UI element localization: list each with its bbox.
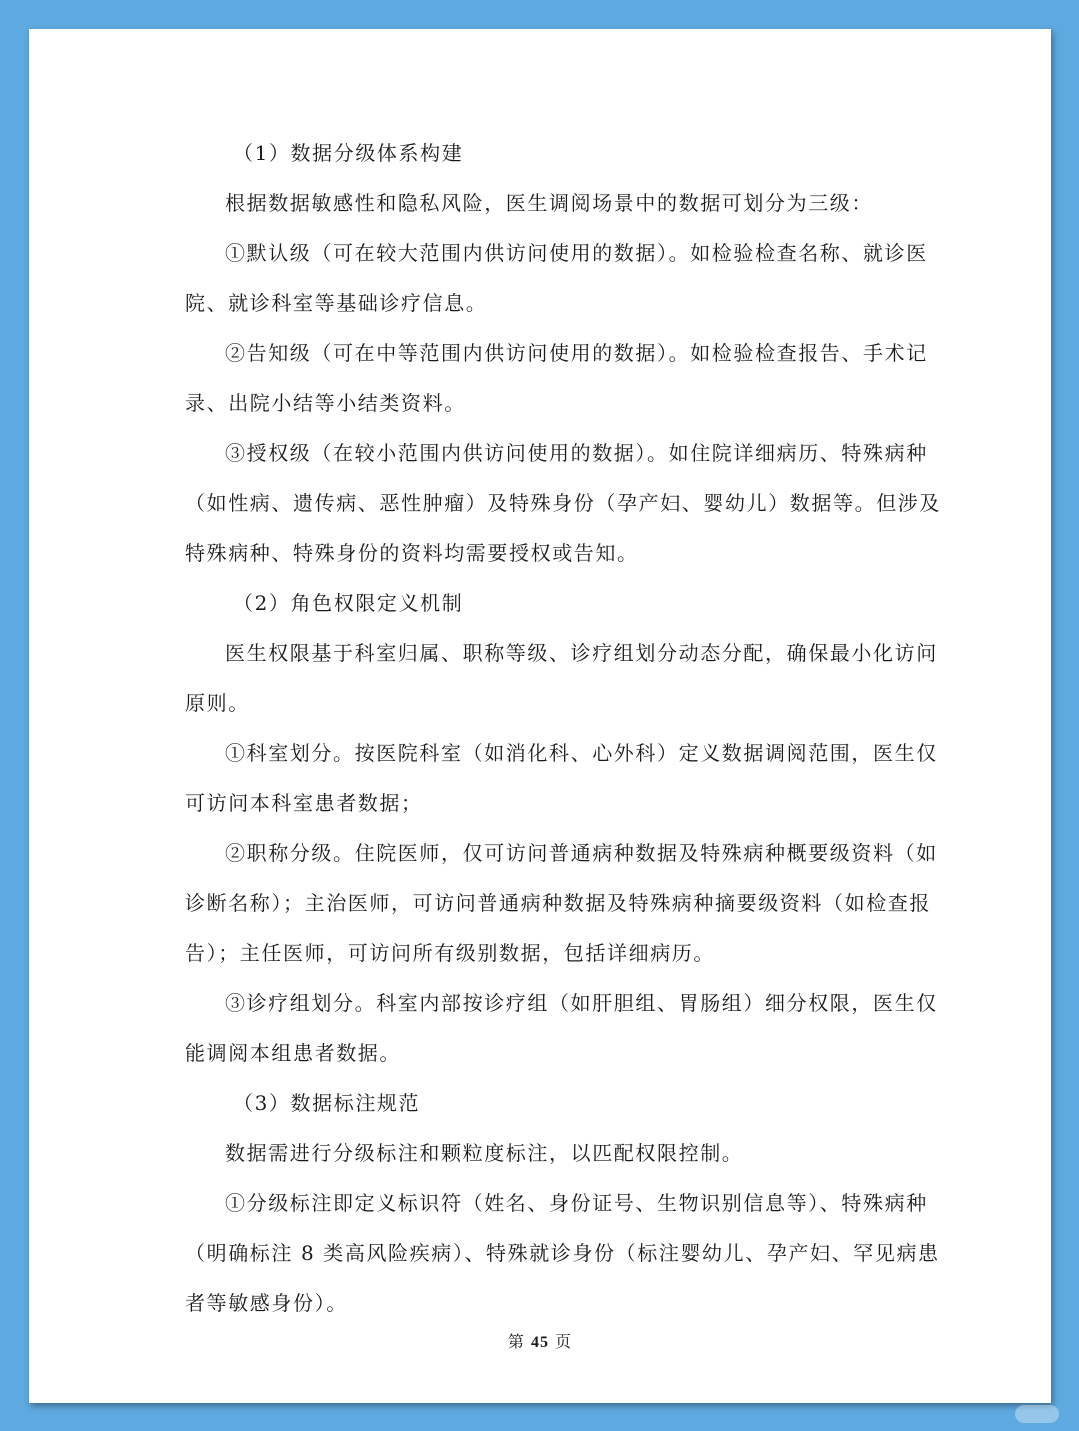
page-prefix: 第 — [507, 1332, 525, 1351]
paragraph-line: （如性病、遗传病、恶性肿瘤）及特殊身份（孕产妇、婴幼儿）数据等。但涉及 — [185, 491, 941, 515]
paragraph-line: ①科室划分。按医院科室（如消化科、心外科）定义数据调阅范围，医生仅 — [225, 741, 938, 765]
paragraph-line: ②告知级（可在中等范围内供访问使用的数据）。如检验检查报告、手术记 — [225, 341, 928, 365]
paragraph-line: ①分级标注即定义标识符（姓名、身份证号、生物识别信息等）、特殊病种 — [225, 1191, 928, 1215]
paragraph-line: 医生权限基于科室归属、职称等级、诊疗组划分动态分配，确保最小化访问 — [225, 641, 938, 665]
paragraph-line: 数据需进行分级标注和颗粒度标注，以匹配权限控制。 — [225, 1141, 744, 1165]
paragraph-line: 可访问本科室患者数据； — [185, 791, 423, 815]
page-number: 45 — [531, 1334, 549, 1351]
section-heading-2: （2）角色权限定义机制 — [233, 591, 464, 615]
paragraph-line: ③授权级（在较小范围内供访问使用的数据）。如住院详细病历、特殊病种 — [225, 441, 928, 465]
paragraph-line: 诊断名称）；主治医师，可访问普通病种数据及特殊病种摘要级资料（如检查报 — [185, 891, 931, 915]
page-footer — [29, 1329, 1051, 1352]
paragraph-line: 录、出院小结等小结类资料。 — [185, 391, 466, 415]
paragraph-line: ①默认级（可在较大范围内供访问使用的数据）。如检验检查名称、就诊医 — [225, 241, 928, 265]
paragraph-line: ③诊疗组划分。科室内部按诊疗组（如肝胆组、胃肠组）细分权限，医生仅 — [225, 991, 938, 1015]
watermark-logo — [1015, 1405, 1059, 1423]
paragraph-line: 院、就诊科室等基础诊疗信息。 — [185, 291, 488, 315]
section-heading-1: （1）数据分级体系构建 — [233, 141, 464, 165]
paragraph-line: 根据数据敏感性和隐私风险，医生调阅场景中的数据可划分为三级： — [225, 191, 873, 215]
paragraph-line: 者等敏感身份）。 — [185, 1291, 348, 1315]
paragraph-line: 原则。 — [185, 691, 250, 715]
paragraph-line: 特殊病种、特殊身份的资料均需要授权或告知。 — [185, 541, 639, 565]
paragraph-line: （明确标注 8 类高风险疾病）、特殊就诊身份（标注婴幼儿、孕产妇、罕见病患 — [185, 1241, 940, 1265]
paragraph-line: 能调阅本组患者数据。 — [185, 1041, 401, 1065]
section-heading-3: （3）数据标注规范 — [233, 1091, 421, 1115]
document-page — [29, 29, 1051, 1403]
paragraph-line: ②职称分级。住院医师，仅可访问普通病种数据及特殊病种概要级资料（如 — [225, 841, 938, 865]
paragraph-line: 告）；主任医师，可访问所有级别数据，包括详细病历。 — [185, 941, 715, 965]
page-suffix: 页 — [555, 1332, 573, 1351]
